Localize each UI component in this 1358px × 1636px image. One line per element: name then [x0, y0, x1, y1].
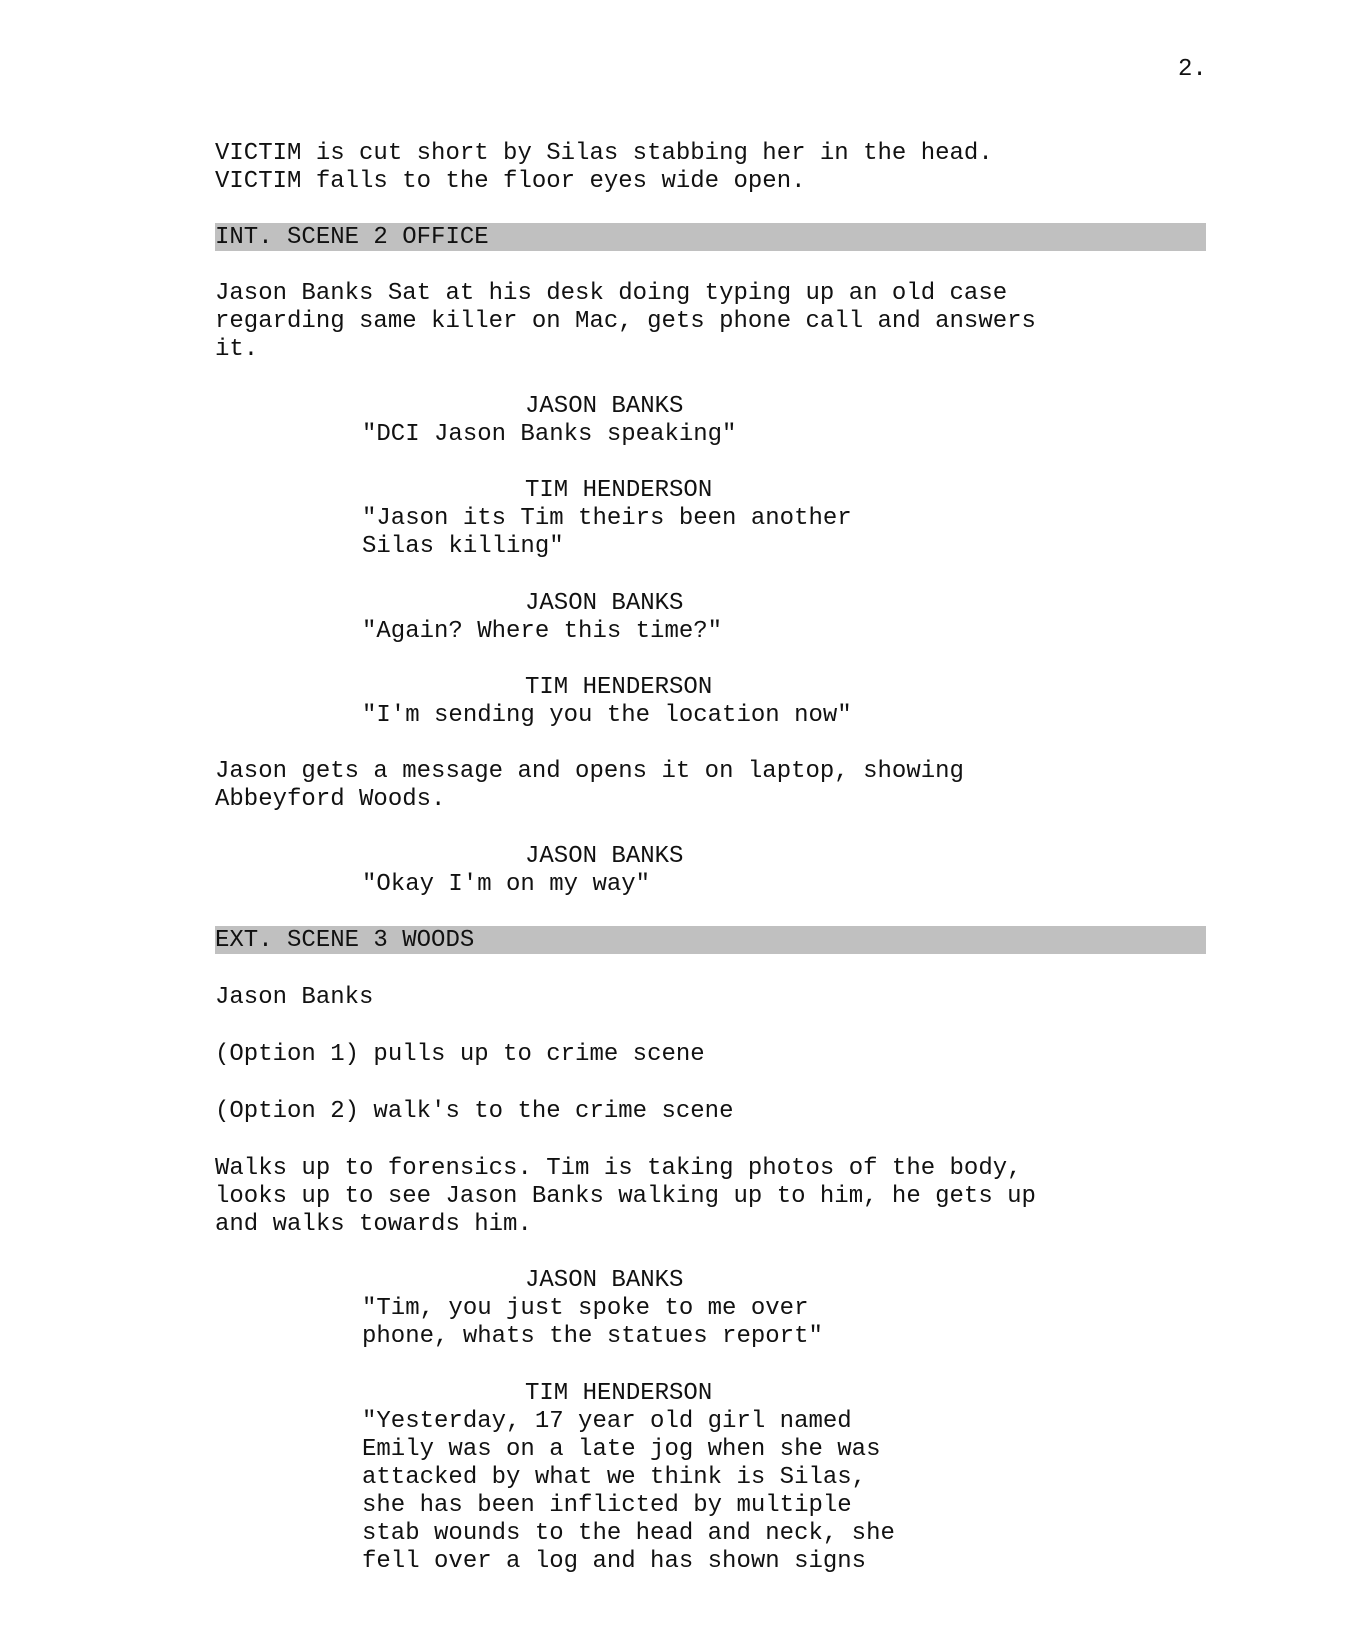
character-name: TIM HENDERSON	[525, 674, 713, 701]
action-line: VICTIM falls to the floor eyes wide open.	[215, 168, 806, 195]
action-line: Jason Banks Sat at his desk doing typing up an old case	[215, 280, 1008, 307]
dialogue-line: "Okay I'm on my way"	[362, 871, 651, 898]
character-name: JASON BANKS	[525, 393, 684, 420]
action-line: (Option 2) walk's to the crime scene	[215, 1098, 734, 1125]
dialogue-line: phone, whats the statues report"	[362, 1323, 823, 1350]
scene-heading: INT. SCENE 2 OFFICE	[215, 224, 489, 251]
action-line: Jason gets a message and opens it on laptop, showing	[215, 758, 964, 785]
character-name: TIM HENDERSON	[525, 477, 713, 504]
action-line: regarding same killer on Mac, gets phone call and answers	[215, 308, 1036, 335]
dialogue-line: stab wounds to the head and neck, she	[362, 1520, 895, 1547]
action-line: looks up to see Jason Banks walking up to him, he gets up	[215, 1183, 1036, 1210]
action-line: Jason Banks	[215, 984, 374, 1011]
character-name: JASON BANKS	[525, 590, 684, 617]
page-number: 2.	[1178, 56, 1207, 83]
dialogue-line: "Jason its Tim theirs been another	[362, 505, 852, 532]
dialogue-line: "Yesterday, 17 year old girl named	[362, 1408, 852, 1435]
dialogue-line: Silas killing"	[362, 533, 564, 560]
action-line: Abbeyford Woods.	[215, 786, 446, 813]
dialogue-line: "DCI Jason Banks speaking"	[362, 421, 737, 448]
character-name: JASON BANKS	[525, 843, 684, 870]
dialogue-line: "Again? Where this time?"	[362, 618, 723, 645]
dialogue-line: attacked by what we think is Silas,	[362, 1464, 867, 1491]
dialogue-line: "I'm sending you the location now"	[362, 702, 852, 729]
character-name: JASON BANKS	[525, 1267, 684, 1294]
dialogue-line: "Tim, you just spoke to me over	[362, 1295, 809, 1322]
character-name: TIM HENDERSON	[525, 1380, 713, 1407]
action-line: VICTIM is cut short by Silas stabbing her in the head.	[215, 140, 993, 167]
dialogue-line: Emily was on a late jog when she was	[362, 1436, 881, 1463]
action-line: and walks towards him.	[215, 1211, 532, 1238]
dialogue-line: fell over a log and has shown signs	[362, 1548, 867, 1575]
action-line: Walks up to forensics. Tim is taking photos of the body,	[215, 1155, 1022, 1182]
action-line: it.	[215, 336, 259, 363]
scene-heading: EXT. SCENE 3 WOODS	[215, 927, 475, 954]
dialogue-line: she has been inflicted by multiple	[362, 1492, 852, 1519]
action-line: (Option 1) pulls up to crime scene	[215, 1041, 705, 1068]
